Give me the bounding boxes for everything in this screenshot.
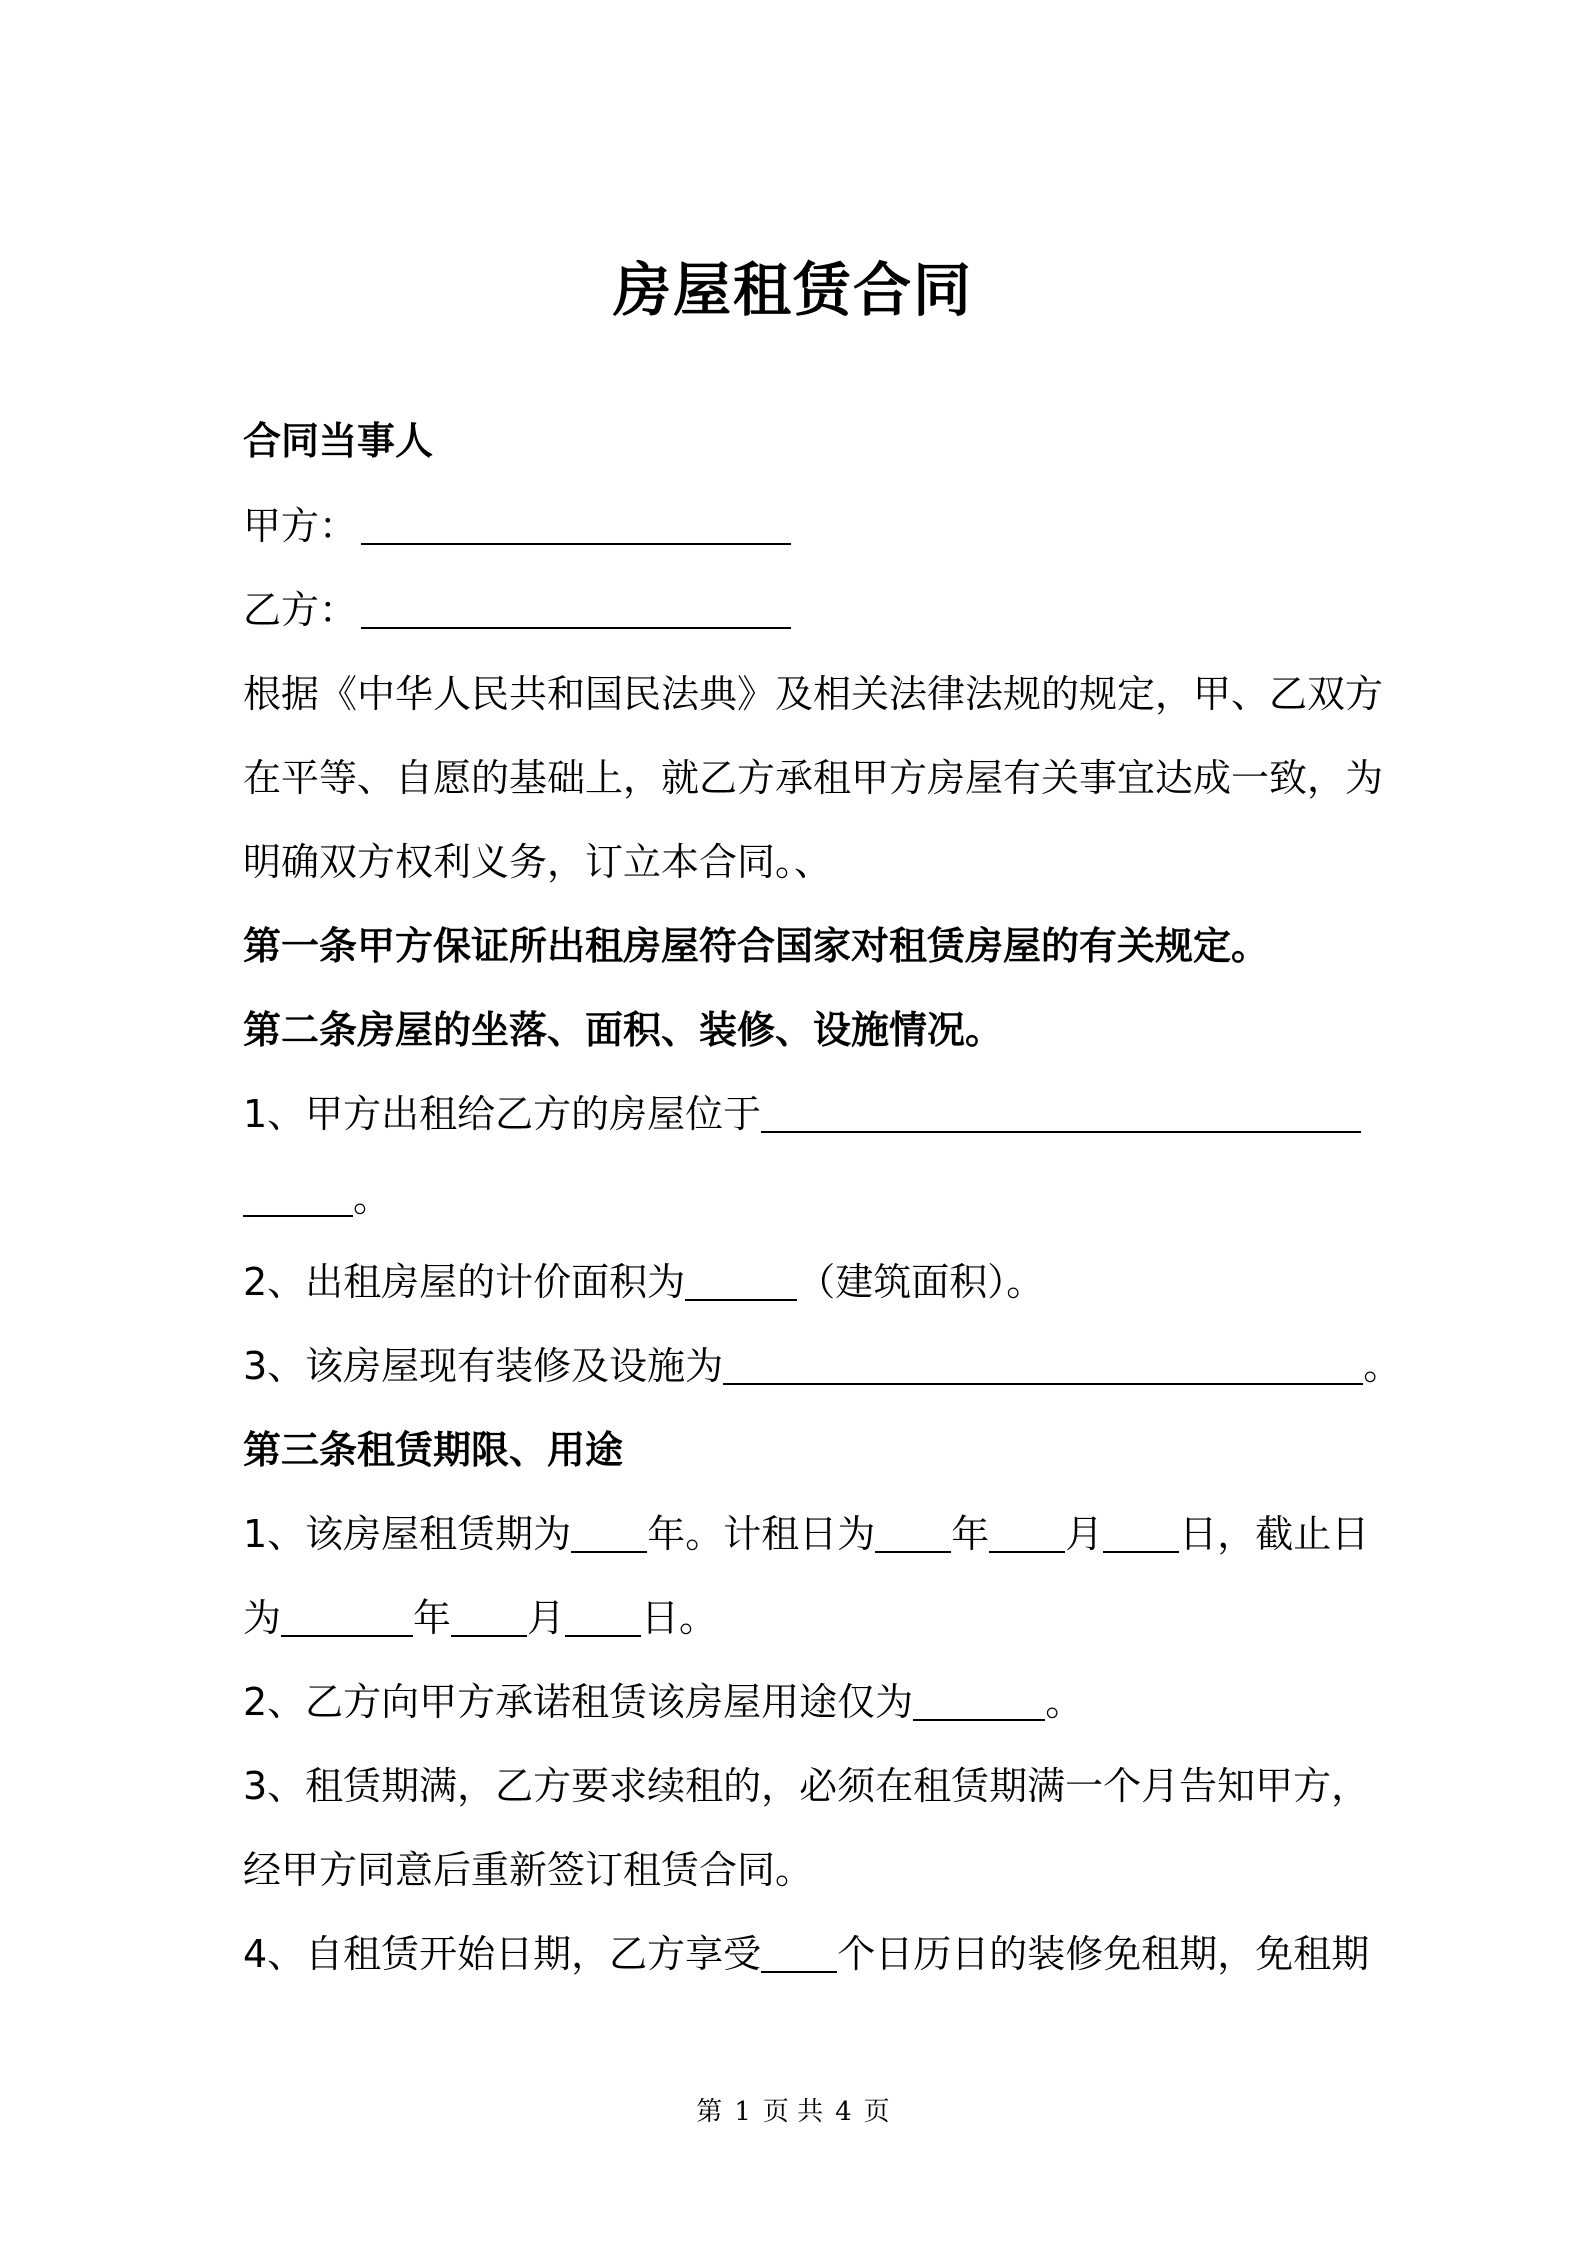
article-3-item-2 bbox=[243, 1676, 1353, 1728]
article-3-item-3-line-1: 3、租赁期满，乙方要求续租的，必须在租赁期满一个月告知甲方， bbox=[243, 1764, 1370, 1808]
start-date-label: 年。计租日为 bbox=[647, 1512, 876, 1556]
party-a-line bbox=[243, 500, 1353, 552]
page-footer bbox=[0, 2094, 1586, 2130]
preamble-line-1: 根据《中华人民共和国民法典》及相关法律法规的规定，甲、乙双方 bbox=[243, 672, 1384, 716]
location-blank bbox=[761, 1091, 1361, 1133]
party-a-label: 甲方： bbox=[243, 504, 358, 548]
rent-free-text: 个日历日的装修免租期，免租期 bbox=[837, 1932, 1370, 1976]
party-b-line bbox=[243, 584, 1353, 636]
rent-free-days-blank bbox=[761, 1931, 837, 1973]
article-1: 第一条甲方保证所出租房屋符合国家对租赁房屋的有关规定。 bbox=[243, 924, 1270, 968]
article-2-heading: 第二条房屋的坐落、面积、装修、设施情况。 bbox=[243, 1008, 1004, 1052]
end-day-blank bbox=[565, 1595, 641, 1637]
article-2-item-3-end: 。 bbox=[1363, 1344, 1402, 1388]
article-3-heading: 第三条租赁期限、用途 bbox=[243, 1428, 624, 1472]
rent-free-label: 4、自租赁开始日期，乙方享受 bbox=[243, 1932, 762, 1976]
article-2-item-3-text: 3、该房屋现有装修及设施为 bbox=[243, 1344, 724, 1388]
article-2-item-2-text: 2、出租房屋的计价面积为 bbox=[243, 1260, 686, 1304]
end-date-prefix: 为 bbox=[243, 1596, 282, 1640]
document-title: 房屋租赁合同 bbox=[612, 256, 973, 324]
end-year-blank bbox=[281, 1595, 413, 1637]
party-b-blank bbox=[361, 587, 791, 629]
article-2-item-1 bbox=[243, 1088, 1353, 1140]
footer-prefix: 第 bbox=[696, 2097, 723, 2127]
party-b-label: 乙方： bbox=[243, 588, 358, 632]
term-years-blank bbox=[571, 1511, 647, 1553]
article-3-item-4 bbox=[243, 1928, 1370, 1980]
article-2-item-2 bbox=[243, 1256, 1353, 1308]
usage-end: 。 bbox=[1045, 1680, 1084, 1724]
start-year-label: 年 bbox=[951, 1512, 990, 1556]
article-2-item-3 bbox=[243, 1340, 1402, 1392]
article-3-item-1 bbox=[243, 1508, 1370, 1560]
party-a-blank bbox=[361, 503, 791, 545]
start-month-label: 月 bbox=[1065, 1512, 1104, 1556]
end-day-label: 日。 bbox=[641, 1596, 718, 1640]
facilities-blank bbox=[723, 1343, 1363, 1385]
preamble-line-3: 明确双方权利义务，订立本合同。、 bbox=[243, 840, 833, 884]
end-year-label: 年 bbox=[413, 1596, 452, 1640]
term-label: 1、该房屋租赁期为 bbox=[243, 1512, 572, 1556]
preamble-line-2: 在平等、自愿的基础上，就乙方承租甲方房屋有关事宜达成一致，为 bbox=[243, 756, 1384, 800]
area-blank bbox=[685, 1259, 797, 1301]
parties-heading: 合同当事人 bbox=[243, 419, 434, 463]
start-month-blank bbox=[989, 1511, 1065, 1553]
end-month-blank bbox=[451, 1595, 527, 1637]
article-2-item-1-text: 1、甲方出租给乙方的房屋位于 bbox=[243, 1092, 762, 1136]
article-2-item-2-suffix: （建筑面积）。 bbox=[797, 1260, 1045, 1304]
article-2-item-1-cont bbox=[243, 1172, 1353, 1224]
end-date-label: 日，截止日 bbox=[1179, 1512, 1370, 1556]
footer-suffix: 页 bbox=[863, 2097, 890, 2127]
page-total: 4 bbox=[835, 2097, 852, 2127]
location-blank-cont bbox=[243, 1175, 353, 1217]
end-month-label: 月 bbox=[527, 1596, 566, 1640]
article-2-item-1-end: 。 bbox=[353, 1176, 392, 1220]
start-year-blank bbox=[875, 1511, 951, 1553]
page-number: 1 bbox=[734, 2097, 751, 2127]
article-3-item-1-cont bbox=[243, 1592, 1353, 1644]
start-day-blank bbox=[1103, 1511, 1179, 1553]
article-3-item-3-line-2: 经甲方同意后重新签订租赁合同。 bbox=[243, 1848, 814, 1892]
usage-label: 2、乙方向甲方承诺租赁该房屋用途仅为 bbox=[243, 1680, 914, 1724]
footer-middle: 页 共 bbox=[762, 2097, 824, 2127]
usage-blank bbox=[913, 1679, 1045, 1721]
